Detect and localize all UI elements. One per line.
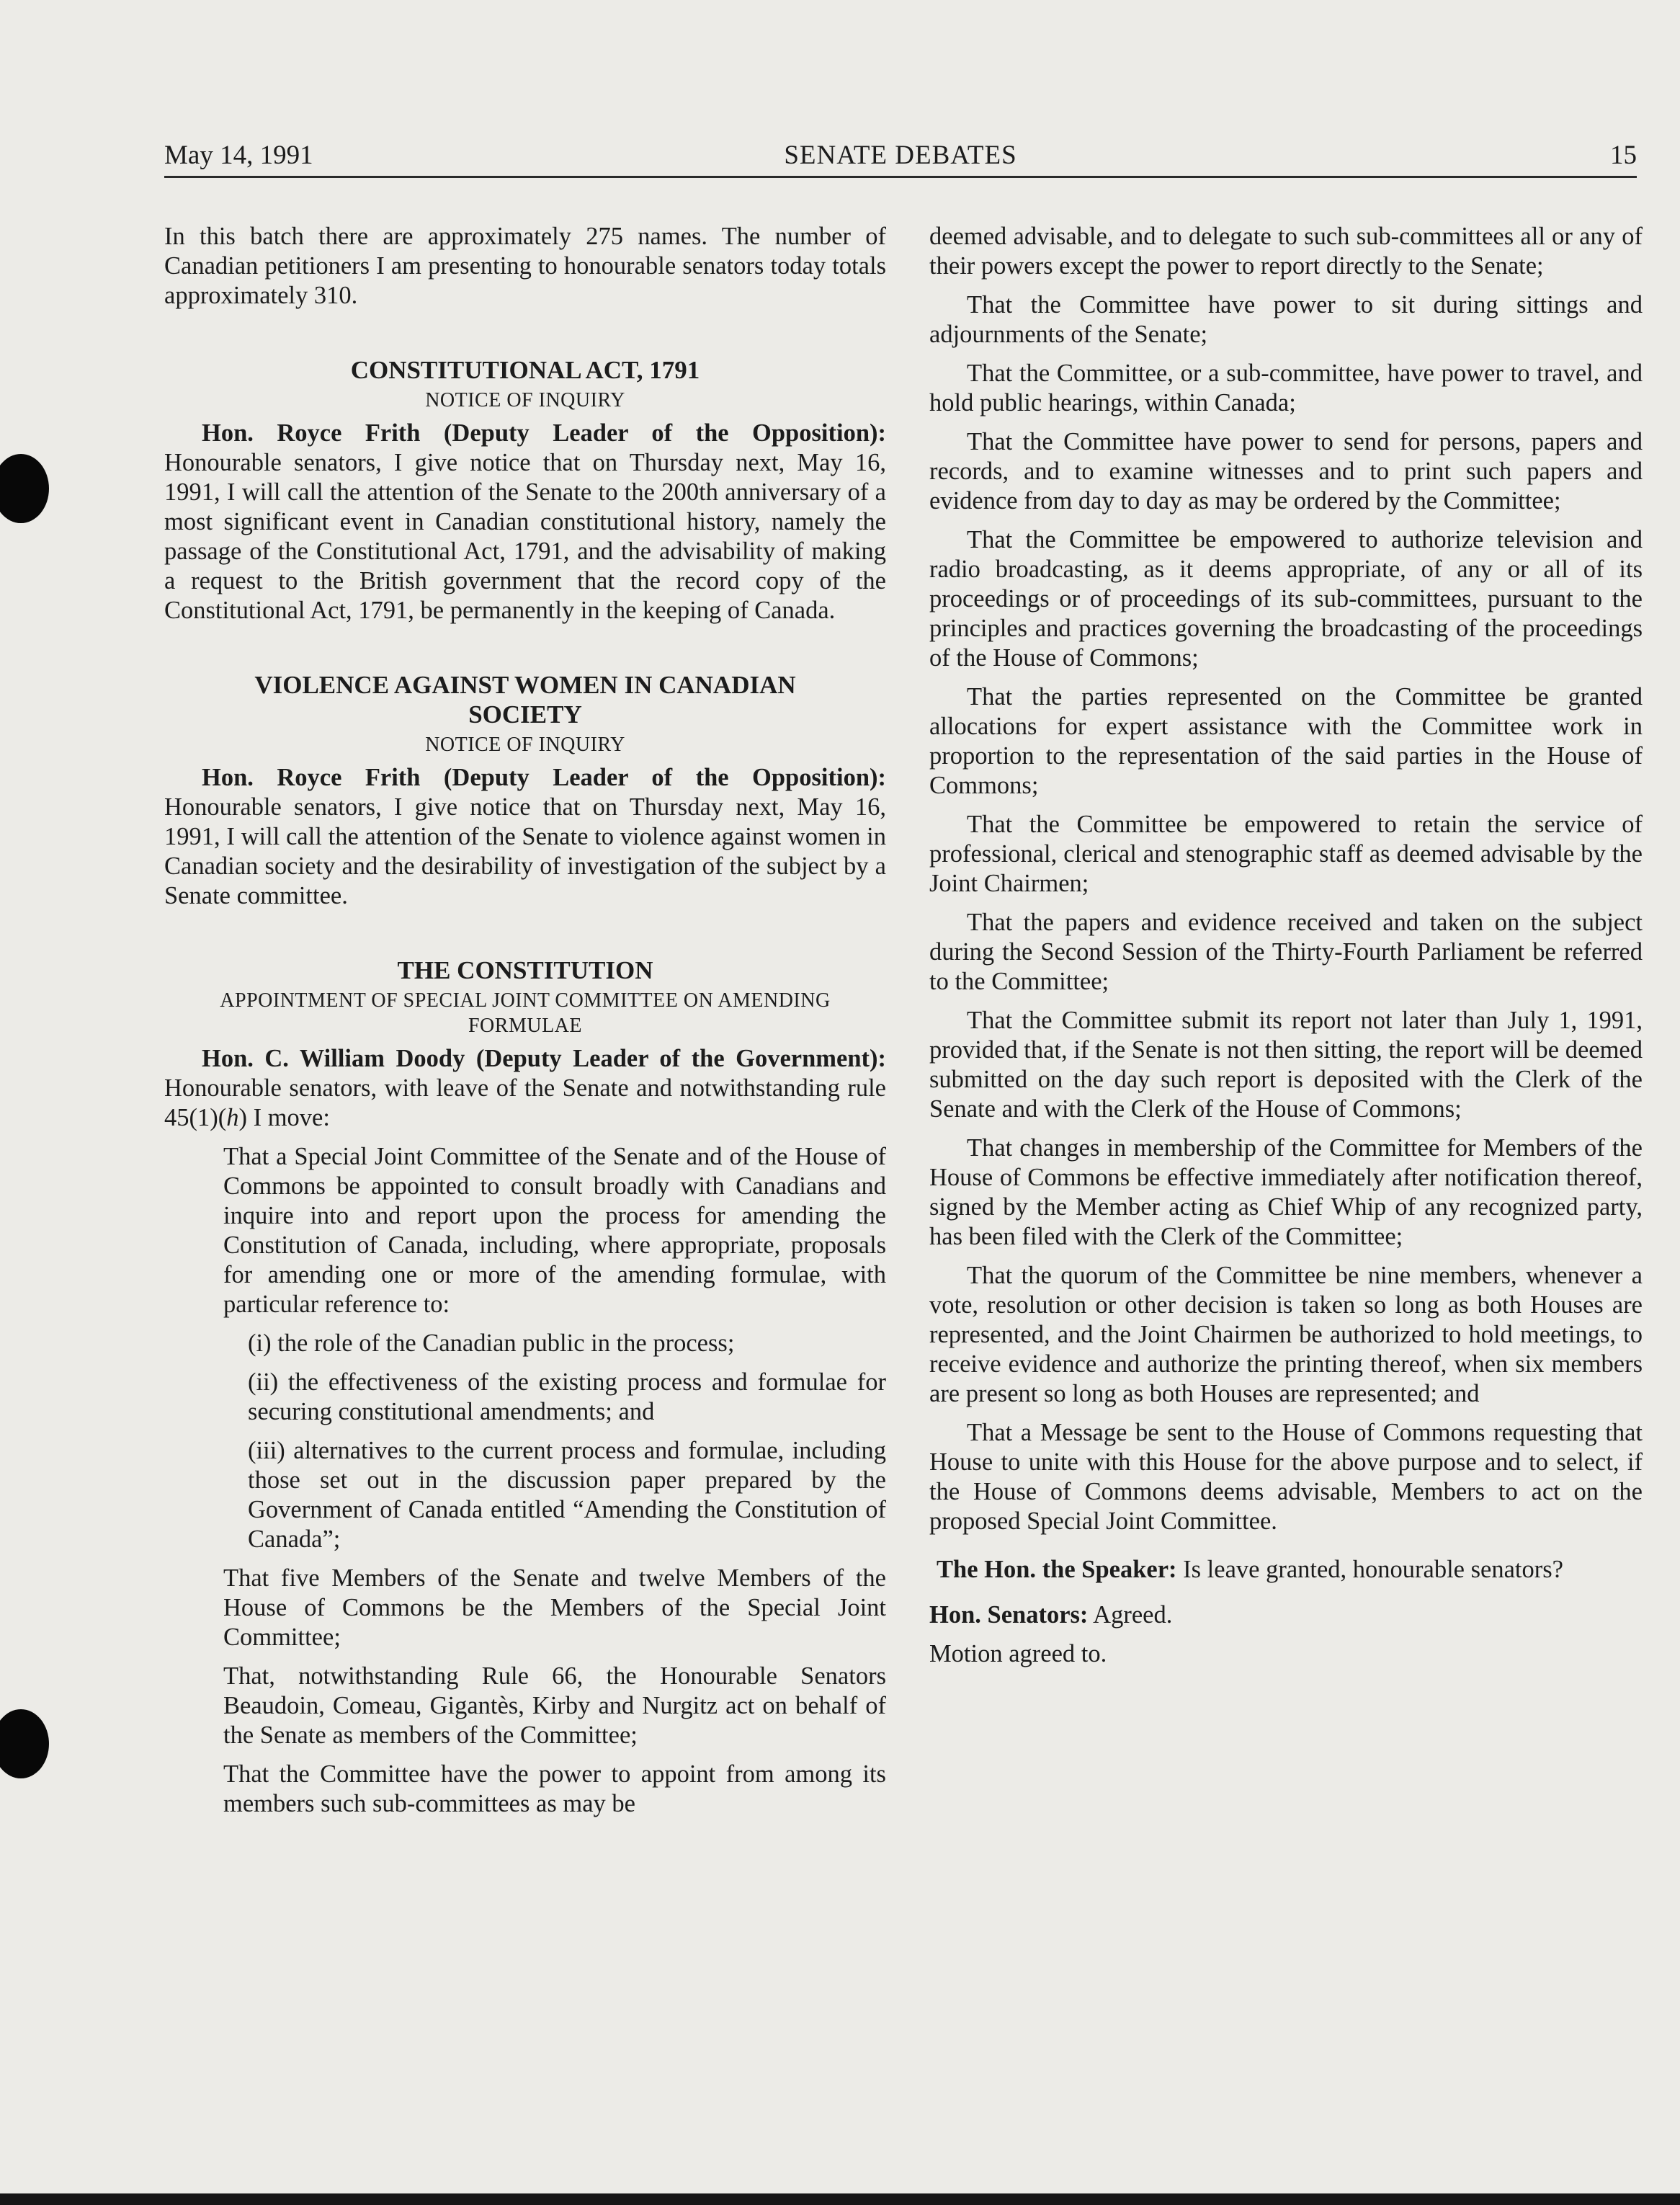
- right-column: [929, 222, 1643, 1678]
- speaker-name: Hon. C. William Doody (Deputy Leader of the Government):: [202, 1045, 886, 1072]
- motion-paragraph: That the Committee be empowered to authorize television and radio broadcasting, as it deems appropriate, of any or all of its proceedings or of proceedings of its sub-committees, pursuant to the principles and practices governing the broadcasting of the proceedings of the House of Commons;: [929, 526, 1643, 672]
- motion-paragraph: That a Special Joint Committee of the Senate and of the House of Commons be appointed to consult broadly with Canadians and inquire into and report upon the process for amending the Constitution of Canada, including, where appropriate, proposals for amending one or more of the amending formulae, with particular reference to:: [223, 1143, 886, 1318]
- motion-text: [223, 1142, 886, 1819]
- speaker-name: Hon. Royce Frith (Deputy Leader of the Opposition):: [202, 419, 886, 447]
- motion-paragraph: deemed advisable, and to delegate to such sub-committees all or any of their powers except the power to report directly to the Senate;: [929, 223, 1643, 280]
- section-subheading: NOTICE OF INQUIRY: [425, 734, 625, 756]
- intro-paragraph: In this batch there are approximately 275 names. The number of Canadian petitioners I am presenting to honourable senators today totals approximately 310.: [164, 223, 886, 309]
- motion-paragraph: That the quorum of the Committee be nine members, whenever a vote, resolution or other decision is taken so long as both Houses are represented, and the Joint Chairmen be authorized to hold meetings, to receive evidence and authorize the printing thereof, when six members are present so long as both Houses are represented; and: [929, 1262, 1643, 1407]
- motion-paragraph: That the Committee have the power to appoint from among its members such sub-committees as may be: [223, 1760, 886, 1817]
- speaker-name: Hon. Royce Frith (Deputy Leader of the Opposition):: [202, 764, 886, 791]
- motion-paragraph: That, notwithstanding Rule 66, the Honourable Senators Beaudoin, Comeau, Gigantès, Kirby and Nurgitz act on behalf of the Senate as members of the Committee;: [223, 1662, 886, 1749]
- motion-paragraph: That the Committee have power to send for persons, papers and records, and to examine witnesses and to print such papers and evidence from day to day as may be ordered by the Committee;: [929, 428, 1643, 514]
- speaker-name: Hon. Senators:: [929, 1601, 1089, 1629]
- header-title: SENATE DEBATES: [784, 141, 1017, 170]
- paragraph: Hon. Royce Frith (Deputy Leader of the Opposition): Honourable senators, I give notice that on Thursday next, May 16, 1991, I will call the attention of the Senate to violence against women in Canadian society and the desirability of investigation of the subject by a Senate committee.: [164, 764, 886, 909]
- response-paragraph: Hon. Senators: Agreed.: [929, 1601, 1173, 1629]
- motion-result: Motion agreed to.: [929, 1640, 1107, 1667]
- motion-paragraph: That changes in membership of the Committee for Members of the House of Commons be effective immediately after notification thereof, signed by the Member acting as Chief Whip of any recognized party, has been filed with the Clerk of the Committee;: [929, 1134, 1643, 1250]
- list-item: (ii) the effectiveness of the existing process and formulae for securing constitutional amendments; and: [248, 1368, 886, 1425]
- motion-paragraph: That the Committee have power to sit during sittings and adjournments of the Senate;: [929, 291, 1643, 348]
- motion-paragraph: That the Committee submit its report not later than July 1, 1991, provided that, if the Senate is not then sitting, the report will be deemed submitted on the day such report is deposited with the Clerk of the Senate and with the Clerk of the House of Commons;: [929, 1007, 1643, 1123]
- left-column: [164, 222, 886, 1828]
- motion-paragraph: That the parties represented on the Committee be granted allocations for expert assistance with the Committee work in proportion to the representation of the said parties in the House of Commons;: [929, 683, 1643, 799]
- section-heading-constitutional-act: CONSTITUTIONAL ACT, 1791: [350, 356, 700, 384]
- binder-hole: [0, 1709, 49, 1778]
- paragraph: Hon. Royce Frith (Deputy Leader of the Opposition): Honourable senators, I give notice that on Thursday next, May 16, 1991, I will call the attention of the Senate to the 200th anniversary of a most significant event in Canadian constitutional history, namely the passage of the Constitutional Act, 1791, and the advisability of making a request to the British government that the record copy of the Constitutional Act, 1791, be permanently in the keeping of Canada.: [164, 419, 886, 624]
- list-item: (i) the role of the Canadian public in the process;: [248, 1329, 735, 1357]
- motion-paragraph: That five Members of the Senate and twelve Members of the House of Commons be the Members of the Special Joint Committee;: [223, 1564, 886, 1651]
- section-subheading: APPOINTMENT OF SPECIAL JOINT COMMITTEE ON AMENDING FORMULAE: [220, 989, 831, 1037]
- motion-paragraph: That the papers and evidence received and taken on the subject during the Second Session of the Thirty-Fourth Parliament be referred to the Committee;: [929, 909, 1643, 995]
- section-heading-the-constitution: THE CONSTITUTION: [397, 956, 653, 984]
- list-item: (iii) alternatives to the current process and formulae, including those set out in the discussion paper prepared by the Government of Canada entitled “Amending the Constitution of Canada”;: [248, 1437, 886, 1553]
- motion-paragraph: That the Committee be empowered to retain the service of professional, clerical and stenographic staff as deemed advisable by the Joint Chairmen;: [929, 811, 1643, 897]
- page-header: [164, 138, 1637, 178]
- speaker-name: The Hon. the Speaker:: [937, 1556, 1177, 1583]
- paragraph: Hon. C. William Doody (Deputy Leader of the Government): Honourable senators, with leave of the Senate and notwithstanding rule 45(1)(h) I move:: [164, 1045, 886, 1131]
- scan-bottom-edge: [0, 2193, 1680, 2205]
- motion-paragraph: That the Committee, or a sub-committee, have power to travel, and hold public hearings, within Canada;: [929, 360, 1643, 416]
- speaker-paragraph: The Hon. the Speaker: Is leave granted, honourable senators?: [937, 1556, 1563, 1583]
- section-heading-violence-against-women: VIOLENCE AGAINST WOMEN IN CANADIAN SOCIETY: [254, 671, 796, 729]
- binder-hole: [0, 454, 49, 523]
- section-subheading: NOTICE OF INQUIRY: [425, 389, 625, 411]
- motion-paragraph: That a Message be sent to the House of Commons requesting that House to unite with this House for the above purpose and to select, if the House of Commons deems advisable, Members to act on the proposed Special Joint Committee.: [929, 1419, 1643, 1535]
- header-date: May 14, 1991: [164, 141, 313, 170]
- page-number: 15: [1610, 141, 1637, 170]
